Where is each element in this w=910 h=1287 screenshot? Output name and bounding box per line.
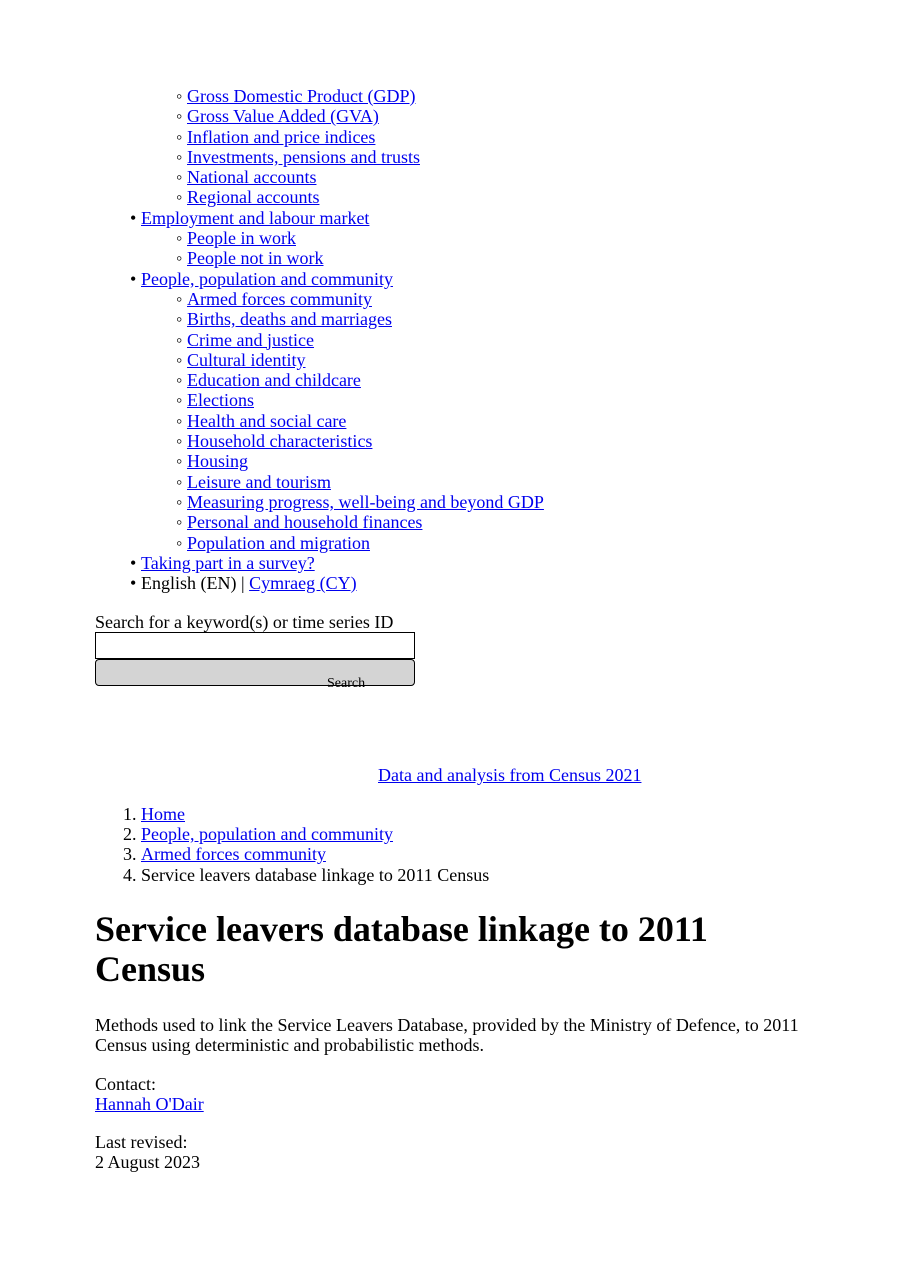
nav-link-cultural-identity[interactable]: Cultural identity xyxy=(187,349,306,370)
nav-item-regional-accounts xyxy=(176,187,910,207)
nav-group-people xyxy=(130,269,910,553)
nav-item-people-not-in-work xyxy=(176,248,910,268)
nav-link-household-characteristics[interactable]: Household characteristics xyxy=(187,431,373,452)
nav-link-employment[interactable]: Employment and labour market xyxy=(141,207,370,228)
nav-item-elections xyxy=(176,390,910,410)
nav-link-finances[interactable]: Personal and household finances xyxy=(187,512,423,533)
nav-item-gdp xyxy=(176,86,910,106)
nav-item-housing xyxy=(176,451,910,471)
sub-bullet: ◦ xyxy=(176,288,183,309)
main-navigation xyxy=(0,86,910,593)
nav-link-survey[interactable]: Taking part in a survey? xyxy=(141,552,315,573)
breadcrumb-link-armed-forces[interactable]: Armed forces community xyxy=(141,844,326,865)
language-current: English (EN) xyxy=(141,573,237,594)
nav-link-armed-forces[interactable]: Armed forces community xyxy=(187,288,372,309)
nav-item-measuring-progress xyxy=(176,492,910,512)
last-revised-label: Last revised: xyxy=(95,1132,188,1152)
sub-bullet: ◦ xyxy=(176,329,183,350)
breadcrumb-current-page: Service leavers database linkage to 2011 Census xyxy=(141,864,490,885)
nav-link-leisure[interactable]: Leisure and tourism xyxy=(187,471,331,492)
nav-item-leisure xyxy=(176,472,910,492)
nav-link-national-accounts[interactable]: National accounts xyxy=(187,167,317,188)
nav-link-inflation[interactable]: Inflation and price indices xyxy=(187,126,376,147)
last-revised-section xyxy=(95,1132,200,1173)
breadcrumb-link-people[interactable]: People, population and community xyxy=(141,824,393,845)
search-label: Search for a keyword(s) or time series ID xyxy=(95,612,394,632)
nav-link-housing[interactable]: Housing xyxy=(187,451,249,472)
nav-item-survey xyxy=(130,553,910,573)
nav-item-national-accounts xyxy=(176,167,910,187)
nav-link-births-deaths[interactable]: Births, deaths and marriages xyxy=(187,309,392,330)
sub-bullet: ◦ xyxy=(176,390,183,411)
top-bullet: • xyxy=(130,268,137,289)
nav-item-household-characteristics xyxy=(176,431,910,451)
nav-link-elections[interactable]: Elections xyxy=(187,390,254,411)
language-separator: | xyxy=(240,573,245,594)
nav-link-health[interactable]: Health and social care xyxy=(187,410,347,431)
contact-label: Contact: xyxy=(95,1074,156,1094)
census-2021-link[interactable]: Data and analysis from Census 2021 xyxy=(378,765,642,785)
top-bullet: • xyxy=(130,573,137,594)
sub-bullet: ◦ xyxy=(176,512,183,533)
search-form xyxy=(95,612,415,691)
sub-bullet: ◦ xyxy=(176,86,183,106)
breadcrumb-link-home[interactable]: Home xyxy=(141,804,185,824)
sub-bullet: ◦ xyxy=(176,431,183,452)
search-button[interactable]: Search xyxy=(95,659,415,686)
sub-bullet: ◦ xyxy=(176,309,183,330)
sub-bullet: ◦ xyxy=(176,146,183,167)
nav-item-finances xyxy=(176,512,910,532)
nav-group-employment xyxy=(130,208,910,269)
nav-item-language xyxy=(130,573,910,593)
nav-link-gva[interactable]: Gross Value Added (GVA) xyxy=(187,106,379,127)
sub-bullet: ◦ xyxy=(176,248,183,269)
nav-link-people-not-in-work[interactable]: People not in work xyxy=(187,248,324,269)
sub-bullet: ◦ xyxy=(176,106,183,127)
nav-top-list xyxy=(0,86,910,593)
nav-link-measuring-progress[interactable]: Measuring progress, well-being and beyond GDP xyxy=(187,491,544,512)
contact-name-link[interactable]: Hannah O'Dair xyxy=(95,1094,204,1115)
top-bullet: • xyxy=(130,552,137,573)
nav-item-investments xyxy=(176,147,910,167)
nav-item-people-in-work xyxy=(176,228,910,248)
page-summary: Methods used to link the Service Leavers Database, provided by the Ministry of Defence, to 2011 Census using deterministic and probabilistic methods. xyxy=(95,1015,799,1056)
sub-bullet: ◦ xyxy=(176,410,183,431)
nav-group-economy xyxy=(130,86,910,208)
language-welsh-link[interactable]: Cymraeg (CY) xyxy=(249,573,357,594)
nav-link-population-migration[interactable]: Population and migration xyxy=(187,532,370,553)
sub-bullet: ◦ xyxy=(176,471,183,492)
census-banner xyxy=(378,765,641,785)
last-revised-date: 2 August 2023 xyxy=(95,1152,201,1173)
search-input[interactable] xyxy=(95,632,415,659)
breadcrumb xyxy=(0,804,489,885)
nav-item-cultural-identity xyxy=(176,350,910,370)
nav-link-investments[interactable]: Investments, pensions and trusts xyxy=(187,146,420,167)
nav-item-employment xyxy=(130,208,910,228)
nav-item-education xyxy=(176,370,910,390)
nav-sub-list-employment xyxy=(130,228,910,269)
sub-bullet: ◦ xyxy=(176,451,183,472)
breadcrumb-item-current xyxy=(141,865,489,885)
sub-bullet: ◦ xyxy=(176,349,183,370)
sub-bullet: ◦ xyxy=(176,187,183,208)
nav-item-crime-justice xyxy=(176,330,910,350)
nav-item-inflation xyxy=(176,127,910,147)
top-bullet: • xyxy=(130,207,137,228)
sub-bullet: ◦ xyxy=(176,167,183,188)
nav-item-births-deaths xyxy=(176,309,910,329)
nav-sub-list-people xyxy=(130,289,910,553)
nav-link-education[interactable]: Education and childcare xyxy=(187,370,361,391)
nav-item-gva xyxy=(176,106,910,126)
nav-link-regional-accounts[interactable]: Regional accounts xyxy=(187,187,320,208)
sub-bullet: ◦ xyxy=(176,126,183,147)
nav-item-armed-forces xyxy=(176,289,910,309)
nav-link-people-population[interactable]: People, population and community xyxy=(141,268,393,289)
breadcrumb-item-home xyxy=(141,804,489,824)
breadcrumb-item-people xyxy=(141,824,489,844)
nav-link-gdp[interactable]: Gross Domestic Product (GDP) xyxy=(187,86,416,106)
nav-link-crime-justice[interactable]: Crime and justice xyxy=(187,329,314,350)
nav-sub-list-economy xyxy=(130,86,910,208)
nav-item-health xyxy=(176,411,910,431)
sub-bullet: ◦ xyxy=(176,491,183,512)
nav-item-population-migration xyxy=(176,533,910,553)
page-title: Service leavers database linkage to 2011 Census xyxy=(95,909,708,989)
nav-link-people-in-work[interactable]: People in work xyxy=(187,228,296,249)
nav-item-people-population xyxy=(130,269,910,289)
sub-bullet: ◦ xyxy=(176,228,183,249)
sub-bullet: ◦ xyxy=(176,370,183,391)
contact-section xyxy=(95,1074,204,1115)
sub-bullet: ◦ xyxy=(176,532,183,553)
breadcrumb-item-armed-forces xyxy=(141,844,489,864)
